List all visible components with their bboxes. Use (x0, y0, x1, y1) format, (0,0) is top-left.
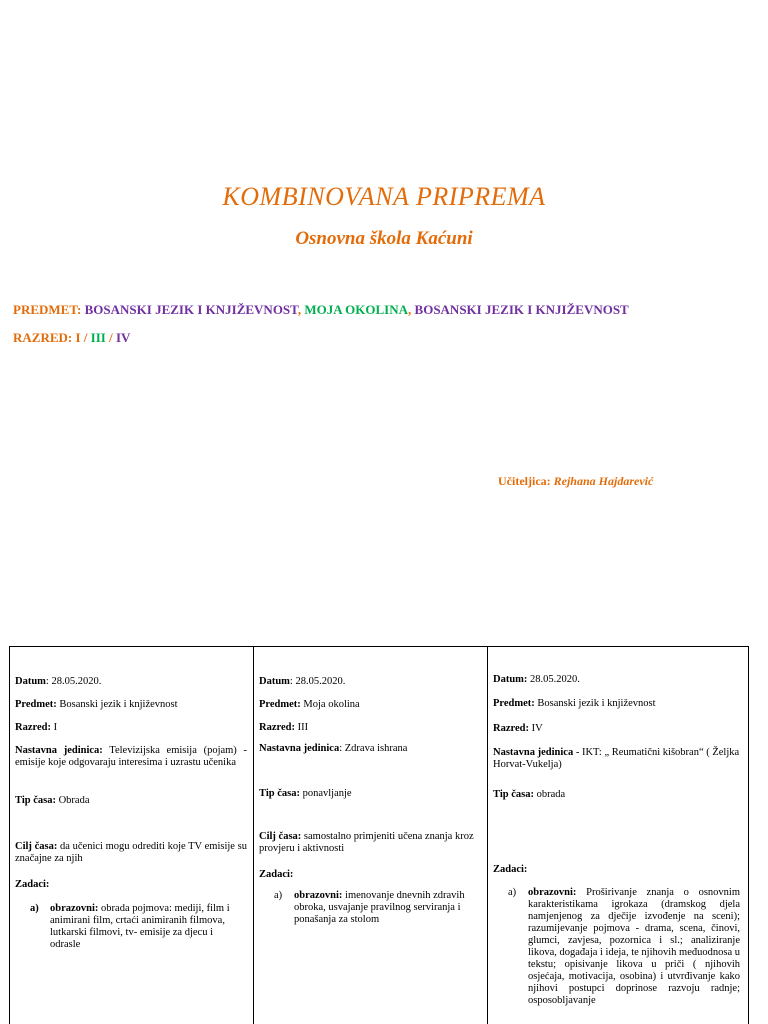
page-title: KOMBINOVANA PRIPREMA (222, 182, 546, 211)
lesson-column-1 (10, 647, 254, 1024)
cilj-casa-field: Cilj časa: da učenici mogu odrediti koje TV emisije su značajne za njih (15, 841, 247, 864)
teacher-line (498, 474, 653, 489)
cilj-casa-field: Cilj časa: samostalno primjeniti učena znanja kroz provjeru i aktivnosti (259, 831, 474, 854)
zadaci-heading: Zadaci: (493, 864, 528, 875)
predmet-subject-1: BOSANSKI JEZIK I KNJIŽEVNOST (84, 302, 298, 317)
razred-separator: / (83, 330, 88, 345)
datum-field: Datum: 28.05.2020. (259, 676, 346, 687)
tip-casa-field: Tip časa: ponavljanje (259, 788, 352, 799)
razred-field: Razred: I (15, 722, 58, 733)
razred-grade-2: III (90, 330, 106, 345)
predmet-line (13, 302, 629, 318)
lesson-table (9, 646, 749, 1024)
predmet-separator: , (297, 302, 302, 317)
teacher-label: Učiteljica: (498, 474, 551, 488)
predmet-field: Predmet: Bosanski jezik i književnost (493, 698, 656, 709)
lesson-column-3 (488, 647, 748, 1024)
nastavna-jedinica-field: Nastavna jedinica - IKT: „ Reumatični kišobran“ ( Željka Horvat-Vukelja) (493, 747, 740, 770)
razred-grade-3: IV (115, 330, 131, 345)
predmet-separator: , (408, 302, 412, 317)
lesson-column-2 (254, 647, 488, 1024)
zadaci-obrazovni: a) obrazovni: obrada pojmova: mediji, film i animirani film, crtaći animiranih filmova, lutkarski filmovi, tv- emisije za djecu i odrasle (30, 903, 230, 950)
zadaci-obrazovni: a) obrazovni: imenovanje dnevnih zdravih obroka, usvajanje pravilnog serviranja i ponašanja za stolom (274, 890, 465, 925)
razred-field: Razred: IV (493, 723, 543, 734)
nastavna-jedinica-field: Nastavna jedinica: Zdrava ishrana (259, 743, 408, 754)
razred-line (13, 330, 130, 346)
razred-label: RAZRED: (13, 330, 73, 345)
zadaci-heading: Zadaci: (259, 869, 294, 880)
predmet-field: Predmet: Bosanski jezik i književnost (15, 699, 178, 710)
nastavna-jedinica-field: Nastavna jedinica: Televizijska emisija (pojam) - emisije koje odgovaraju interesima i uzrastu učenika (15, 745, 247, 768)
predmet-subject-3: BOSANSKI JEZIK I KNJIŽEVNOST (414, 302, 629, 317)
teacher-name: Rejhana Hajdarević (553, 474, 654, 488)
razred-separator: / (109, 330, 113, 345)
razred-field: Razred: III (259, 722, 309, 733)
zadaci-obrazovni: a) obrazovni: Proširivanje znanja o osnovnim karakteristikama igrokaza (dramskog djela namjenjenog za dječije izvođenje na sceni); razumijevanje pojmova - drama, scena, činovi, glumci, zavjesa, pozornica i sl.; analiziranje likova, događaja i ideja, te njihovih međuodnosa u tekstu; opisivanje likova u priči ( njihovih osjećaja, motivacija, osobina) i utvrđivanje kako njihovi postupci doprinose razvoju radnje; osposobljavanje (508, 887, 740, 1006)
predmet-subject-2: MOJA OKOLINA (304, 302, 409, 317)
school-name: Osnovna škola Kaćuni (295, 228, 473, 249)
zadaci-heading: Zadaci: (15, 879, 50, 890)
predmet-label: PREDMET: (13, 302, 82, 317)
datum-field: Datum: 28.05.2020. (15, 676, 102, 687)
razred-grade-1: I (75, 330, 81, 345)
predmet-field: Predmet: Moja okolina (259, 699, 360, 710)
tip-casa-field: Tip časa: Obrada (15, 795, 90, 806)
datum-field: Datum: 28.05.2020. (493, 674, 580, 685)
tip-casa-field: Tip časa: obrada (493, 789, 566, 800)
